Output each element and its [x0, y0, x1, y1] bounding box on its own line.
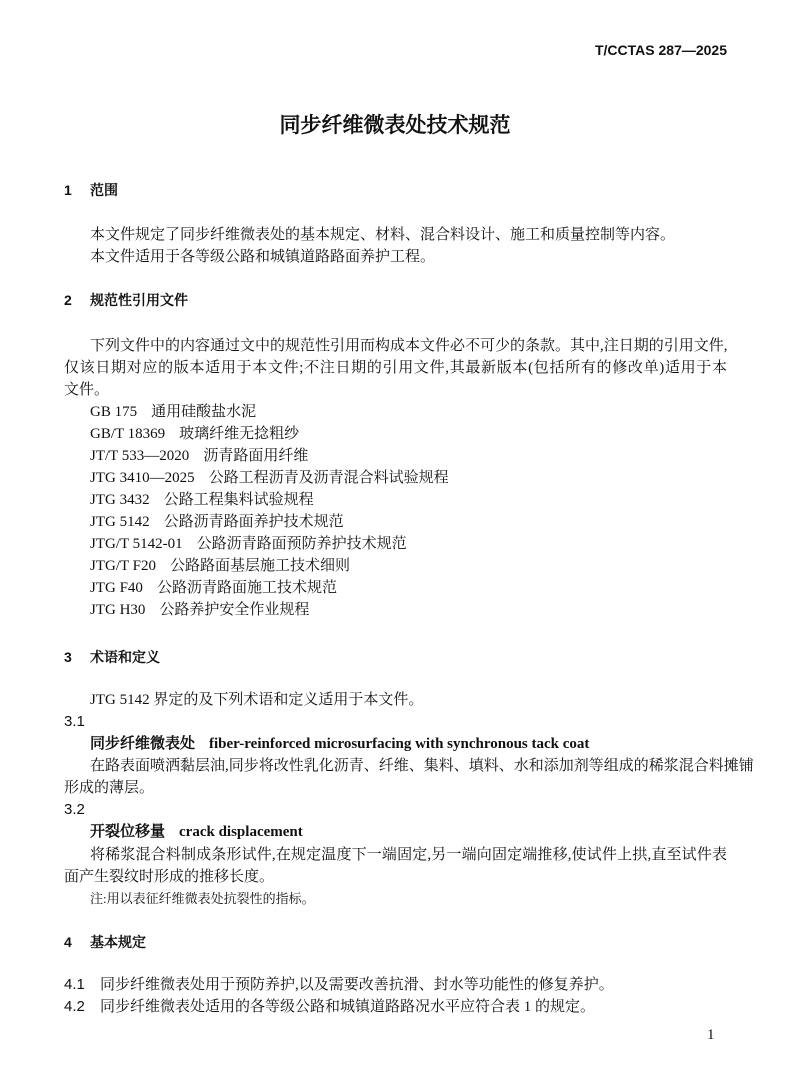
page-number: 1 [707, 1027, 715, 1043]
reference-code: JTG 5142 [90, 514, 150, 530]
reference-code: JTG H30 [90, 602, 146, 618]
section-title: 规范性引用文件 [90, 292, 188, 308]
reference-name: 沥青路面用纤维 [203, 448, 309, 464]
reference-name: 公路路面基层施工技术细则 [169, 558, 350, 574]
reference-code: JTG/T F20 [90, 558, 156, 574]
paragraph-line: 文件。 [64, 382, 110, 398]
reference-code: JTG F40 [90, 580, 143, 596]
reference-code: JTG 3410—2025 [90, 470, 195, 486]
section-2-heading [64, 290, 188, 310]
term-heading [90, 734, 589, 754]
reference-code: JTG/T 5142-01 [90, 536, 183, 552]
clause-number: 4.1 [64, 976, 85, 993]
reference-name: 公路沥青路面预防养护技术规范 [196, 536, 407, 552]
reference-item [90, 424, 299, 444]
doc-number: T/CCTAS 287—2025 [594, 42, 727, 58]
paragraph-line: 本文件规定了同步纤维微表处的基本规定、材料、混合料设计、施工和质量控制等内容。 [90, 227, 676, 243]
paragraph-line: 仅该日期对应的版本适用于本文件;不注日期的引用文件,其最新版本(包括所有的修改单)适用于本 [64, 360, 727, 376]
paragraph-line: 将稀浆混合料制成条形试件,在规定温度下一端固定,另一端向固定端推移,使试件上拱,直至试件表 [90, 847, 727, 863]
clause [64, 975, 614, 995]
page-title: 同步纤维微表处技术规范 [279, 114, 511, 137]
reference-code: JTG 3432 [90, 492, 150, 508]
reference-code: JT/T 533—2020 [90, 448, 190, 464]
term-heading [90, 822, 303, 842]
section-1-heading [64, 180, 118, 200]
section-number: 4 [64, 934, 72, 950]
paragraph-line: 下列文件中的内容通过文中的规范性引用而构成本文件必不可少的条款。其中,注日期的引用文件, [90, 338, 728, 354]
paragraph-line: 形成的薄层。 [64, 780, 155, 796]
term-number: 3.2 [64, 801, 85, 818]
clause-text: 同步纤维微表处适用的各等级公路和城镇道路路况水平应符合表 1 的规定。 [100, 999, 596, 1015]
reference-name: 公路沥青路面养护技术规范 [163, 514, 344, 530]
clause-text: 同步纤维微表处用于预防养护,以及需要改善抗滑、封水等功能性的修复养护。 [100, 977, 614, 993]
reference-item [90, 490, 314, 510]
section-number: 2 [64, 292, 72, 308]
section-number: 3 [64, 649, 72, 665]
reference-name: 公路工程集料试验规程 [163, 492, 314, 508]
section-4-heading [64, 932, 146, 952]
term-zh: 开裂位移量 [90, 823, 166, 840]
reference-item [90, 402, 256, 422]
section-title: 基本规定 [90, 934, 146, 950]
clause-number: 4.2 [64, 998, 85, 1015]
term-zh: 同步纤维微表处 [90, 735, 196, 752]
paragraph-line: 本文件适用于各等级公路和城镇道路路面养护工程。 [90, 249, 436, 265]
reference-item [90, 578, 337, 598]
section-number: 1 [64, 182, 72, 198]
reference-item [90, 600, 309, 620]
reference-name: 玻璃纤维无捻粗纱 [179, 426, 300, 442]
section-3-heading [64, 647, 160, 667]
section-title: 术语和定义 [90, 649, 160, 665]
reference-name: 公路养护安全作业规程 [159, 602, 310, 618]
reference-item [90, 446, 308, 466]
reference-item [90, 468, 449, 488]
reference-code: GB 175 [90, 404, 138, 420]
reference-name: 公路沥青路面施工技术规范 [156, 580, 337, 596]
term-number: 3.1 [64, 713, 85, 730]
reference-item [90, 534, 407, 554]
reference-item [90, 512, 344, 532]
reference-name: 通用硅酸盐水泥 [151, 404, 257, 420]
term-en: crack displacement [179, 824, 303, 840]
reference-name: 公路工程沥青及沥青混合料试验规程 [208, 470, 449, 486]
note: 注:用以表征纤维微表处抗裂性的指标。 [90, 891, 315, 906]
paragraph-line: 在路表面喷洒黏层油,同步将改性乳化沥青、纤维、集料、填料、水和添加剂等组成的稀浆混合料摊铺 [90, 758, 754, 774]
term-en: fiber-reinforced microsurfacing with synchronous tack coat [209, 736, 590, 752]
reference-code: GB/T 18369 [90, 426, 166, 442]
clause [64, 997, 595, 1017]
section-title: 范围 [90, 182, 118, 198]
paragraph-line: JTG 5142 界定的及下列术语和定义适用于本文件。 [90, 692, 424, 708]
reference-item [90, 556, 350, 576]
paragraph-line: 面产生裂纹时形成的推移长度。 [64, 869, 275, 885]
